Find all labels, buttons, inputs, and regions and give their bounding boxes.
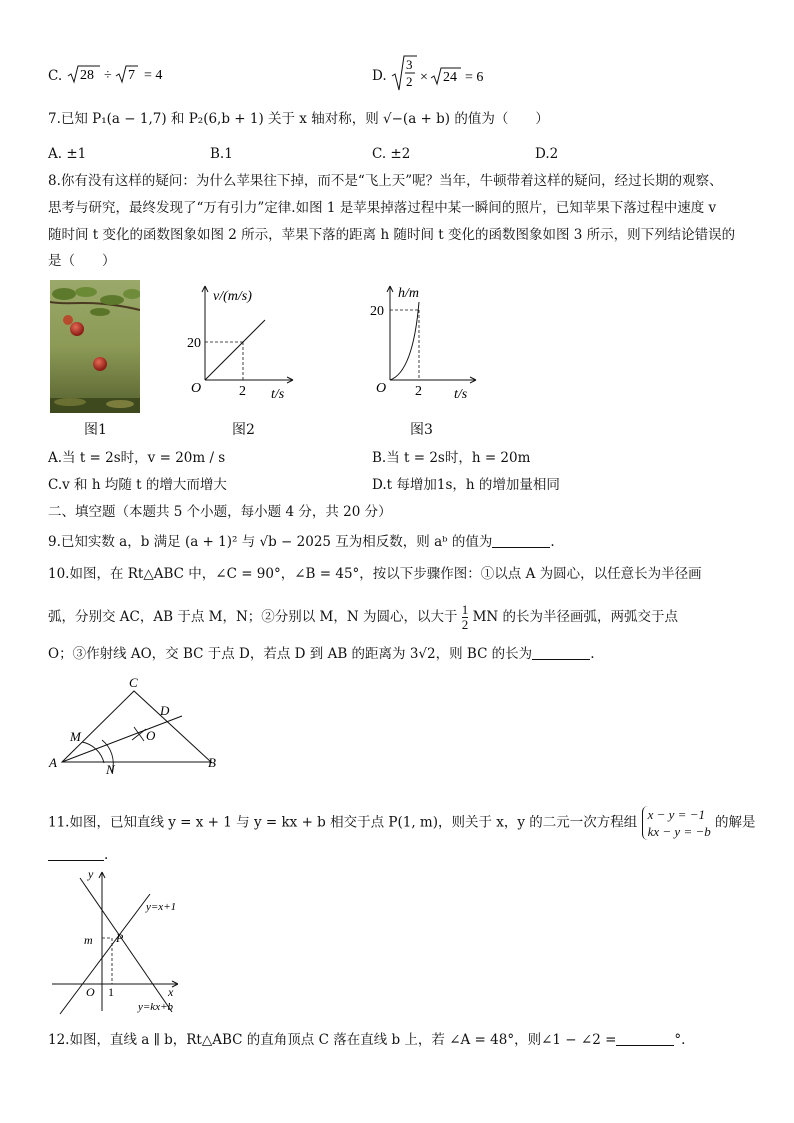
q9-answer-blank — [492, 535, 550, 548]
fig2-y-tick: 20 — [187, 336, 201, 351]
graph-line1-label: y=x+1 — [146, 901, 177, 913]
fig3-caption: 图3 — [410, 422, 433, 438]
label-o: O — [146, 728, 156, 743]
q8-option-c: C.v 和 h 均随 t 的增大而增大 — [48, 477, 227, 493]
svg-text:28: 28 — [80, 68, 95, 83]
q10-line-1: 10.如图，在 Rt△ABC 中，∠C = 90°，∠B = 45°，按以下步骤作图：①以点 A 为圆心，以任意长为半径画 — [48, 566, 702, 582]
fig2-origin: O — [191, 381, 202, 396]
svg-text:24: 24 — [442, 70, 457, 85]
triangle-construction-figure — [46, 674, 236, 779]
svg-text:×: × — [419, 70, 428, 85]
q8-option-d: D.t 每增加1s，h 的增加量相同 — [372, 477, 560, 493]
q7-option-a: A. ±1 — [48, 146, 87, 162]
q12-text: 12.如图，直线 a ∥ b，Rt△ABC 的直角顶点 C 落在直线 b 上，若 ∠A = 48°，则∠1 − ∠2 = °. — [48, 1032, 686, 1048]
q10-line-3: O；③作射线 AO，交 BC 于点 D，若点 D 到 AB 的距离为 3√2，则 BC 的长为 . — [48, 646, 595, 662]
q6-option-c: C. 28 ÷ 7 = 4 — [48, 64, 184, 86]
apple-photo — [50, 280, 140, 413]
fig3-x-tick: 2 — [415, 384, 422, 399]
fig2-x-tick: 2 — [239, 384, 246, 399]
q6-option-d-formula — [391, 54, 507, 94]
label-m: M — [70, 729, 81, 744]
q11-answer-blank — [48, 848, 104, 861]
fig2-y-axis-label: v/(m/s) — [213, 289, 252, 304]
svg-text:÷: ÷ — [104, 68, 113, 83]
fig2-caption: 图2 — [232, 422, 255, 438]
label-n: N — [106, 762, 115, 777]
fig1-caption: 图1 — [84, 422, 107, 438]
q11-answer-line: . — [48, 846, 108, 864]
q8-option-a: A.当 t = 2s时，v = 20m / s — [48, 450, 226, 466]
distance-time-graph — [368, 280, 488, 405]
q8-line-3: 随时间 t 变化的函数图象如图 2 所示，苹果下落的距离 h 随时间 t 变化的函数图象如图 3 所示，则下列结论错误的 — [48, 227, 736, 243]
graph-point-p: P — [116, 931, 124, 945]
q11-equation-system: x − y = −1 kx − y = −b — [642, 806, 711, 840]
fig3-x-axis-label: t/s — [454, 387, 468, 402]
fig3-y-tick: 20 — [370, 304, 384, 319]
fig3-y-axis-label: h/m — [398, 286, 419, 301]
q9-text: 9.已知实数 a，b 满足 (a + 1)² 与 √b − 2025 互为相反数，则 aᵇ 的值为 . — [48, 534, 555, 550]
graph-line2-label: y=kx+b — [138, 1001, 173, 1013]
graph-origin: O — [86, 985, 95, 999]
velocity-time-graph — [183, 280, 303, 405]
label-c: C — [129, 675, 138, 690]
q8-line-1: 8.你有没有这样的疑问：为什么苹果往下掉，而不是“飞上天”呢？当年，牛顿带着这样的疑问，经过长期的观察、 — [48, 173, 723, 189]
graph-x-tick-1: 1 — [108, 985, 114, 999]
graph-m-label: m — [84, 933, 93, 947]
q6-option-c-formula — [66, 64, 184, 86]
fig2-x-axis-label: t/s — [271, 387, 285, 402]
q7-option-c: C. ±2 — [372, 146, 411, 162]
q8-option-b: B.当 t = 2s时，h = 20m — [372, 450, 531, 466]
q10-answer-blank — [532, 647, 590, 660]
svg-text:= 4: = 4 — [144, 68, 163, 83]
fig3-origin: O — [376, 381, 387, 396]
graph-y-label: y — [88, 867, 94, 881]
q8-line-2: 思考与研究，最终发现了“万有引力”定律.如图 1 是苹果掉落过程中某一瞬间的照片，已知苹果下落过程中速度 v — [48, 200, 717, 216]
q7-stem: 7.已知 P₁(a − 1,7) 和 P₂(6,b + 1) 关于 x 轴对称，则 √−(a + b) 的值为（ ） — [48, 111, 549, 127]
label-a: A — [49, 755, 57, 770]
graph-x-label: x — [168, 985, 174, 999]
q12-answer-blank — [616, 1033, 674, 1046]
q6-option-d: D. 3 2 × 24 = 6 — [372, 54, 507, 94]
svg-text:7: 7 — [128, 68, 136, 83]
q8-line-4: 是（ ） — [48, 253, 116, 269]
q10-line-2: 弧，分别交 AC，AB 于点 M，N；②分别以 M，N 为圆心，以大于 $\frac{1}{2}$ MN 的长为半径画弧，两弧交于点 — [48, 602, 679, 632]
linear-functions-graph — [46, 866, 206, 1016]
svg-text:3: 3 — [405, 57, 413, 72]
q10-fraction: $\frac{1}{2}$ — [461, 602, 469, 632]
q11-text: 11.如图，已知直线 y = x + 1 与 y = kx + b 相交于点 P(1, m)，则关于 x，y 的二元一次方程组 x − y = −1 kx − y = −b 的解是 — [48, 807, 756, 839]
label-b: B — [208, 755, 216, 770]
svg-text:2: 2 — [405, 74, 413, 89]
section-heading: 二、填空题（本题共 5 个小题，每小题 4 分，共 20 分） — [48, 504, 392, 520]
svg-text:= 6: = 6 — [464, 70, 484, 85]
q7-option-b: B.1 — [210, 146, 233, 162]
q7-option-d: D.2 — [535, 146, 559, 162]
label-d: D — [160, 703, 170, 718]
